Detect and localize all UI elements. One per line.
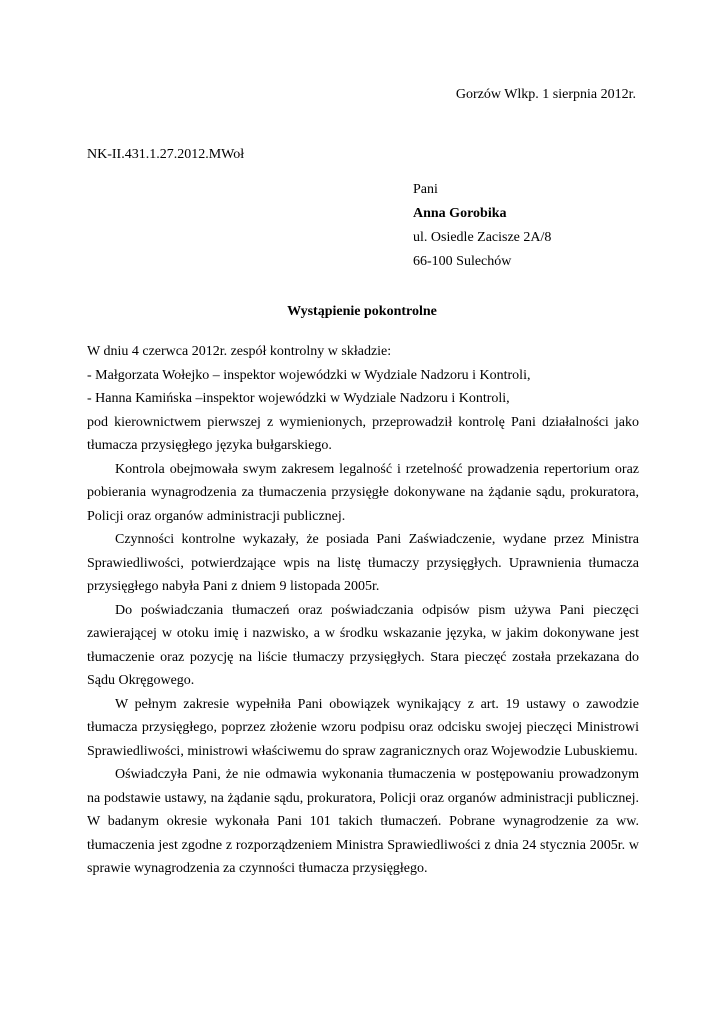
- addressee-name: Anna Gorobika: [413, 206, 507, 221]
- team-member-1: - Małgorzata Wołejko – inspektor wojewódzki w Wydziale Nadzoru i Kontroli,: [87, 367, 531, 383]
- addressee-city: 66-100 Sulechów: [413, 254, 512, 269]
- body-lead-paragraph: pod kierownictwem pierwszej z wymienionych, przeprowadził kontrolę Pani działalności jako tłumacza przysięgłego języka bułgarskiego.: [87, 414, 639, 453]
- document-title: Wystąpienie pokontrolne: [287, 304, 437, 319]
- addressee-block: [413, 178, 551, 274]
- body-intro: W dniu 4 czerwca 2012r. zespół kontrolny w składzie:: [87, 344, 392, 359]
- body-paragraph-seal: Do poświadczania tłumaczeń oraz poświadczania odpisów pism używa Pani pieczęci zawierającej w otoku imię i nazwisko, a w środku wskazanie języka, w jakim dokonywane jest tłumaczenie oraz pozycję na liście tłumaczy przysięgłych. Stara pieczęć została przekazana do Sądu Okręgowego.: [87, 602, 639, 688]
- letter-date: Gorzów Wlkp. 1 sierpnia 2012r.: [455, 87, 636, 102]
- body-paragraph-certificate: Czynności kontrolne wykazały, że posiada Pani Zaświadczenie, wydane przez Ministra Sprawiedliwości, potwierdzające wpis na listę tłumaczy przysięgłych. Uprawnienia tłumacza przysięgłego nabyła Pani z dniem 9 listopada 2005r.: [87, 532, 639, 594]
- body-paragraph-scope: Kontrola obejmowała swym zakresem legalność i rzetelność prowadzenia repertorium oraz pobierania wynagrodzenia za tłumaczenia przysięgłe dokonywane na żądanie sądu, prokuratora, Policji oraz organów administracji publicznej.: [87, 461, 639, 524]
- team-member-2: - Hanna Kamińska –inspektor wojewódzki w Wydziale Nadzoru i Kontroli,: [87, 391, 510, 406]
- addressee-street: ul. Osiedle Zacisze 2A/8: [413, 230, 552, 245]
- body-paragraph-translations: Oświadczyła Pani, że nie odmawia wykonania tłumaczenia w postępowaniu prowadzonym na podstawie ustawy, na żądanie sądu, prokuratora, Policji oraz organów administracji publicznej. W badanym okresie wykonała Pani 101 takich tłumaczeń. Pobrane wynagrodzenie za ww. tłumaczenia jest zgodne z rozporządzeniem Ministra Sprawiedliwości z dnia 24 stycznia 2005r. w sprawie wynagrodzenia za czynności tłumacza przysięgłego.: [87, 767, 639, 876]
- letter-body: [87, 340, 639, 881]
- body-paragraph-obligation: W pełnym zakresie wypełniła Pani obowiązek wynikający z art. 19 ustawy o zawodzie tłumacza przysięgłego, poprzez złożenie wzoru podpisu oraz odcisku swojej pieczęci Ministrowi Sprawiedliwości, ministrowi właściwemu do spraw zagranicznych oraz Wojewodzie Lubuskiemu.: [87, 696, 639, 759]
- reference-number: NK-II.431.1.27.2012.MWoł: [87, 147, 245, 162]
- addressee-salutation: Pani: [413, 182, 438, 197]
